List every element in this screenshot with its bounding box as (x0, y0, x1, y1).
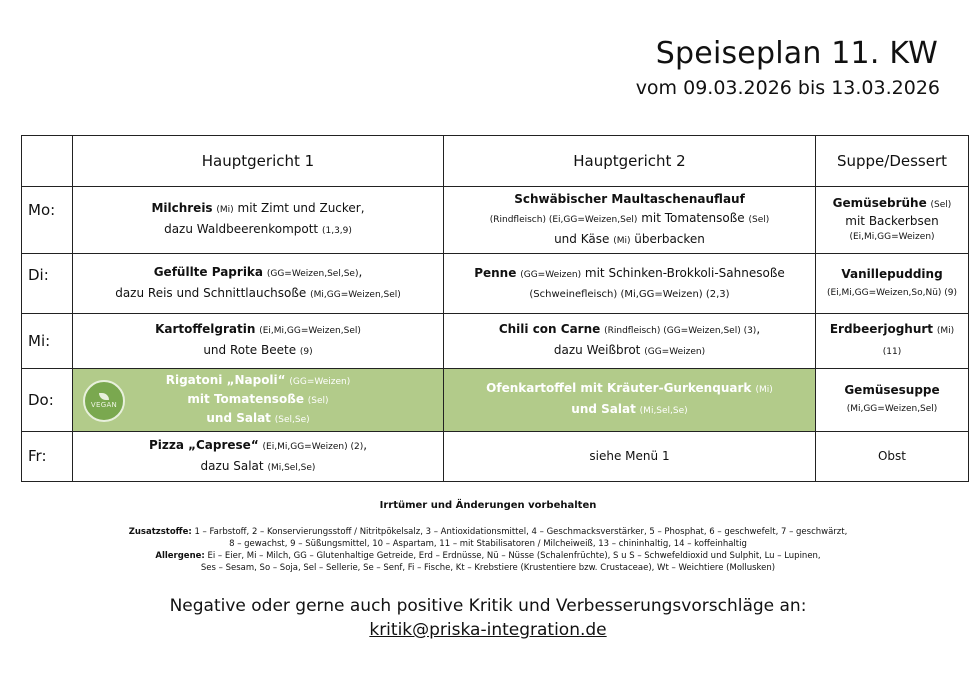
dish-line (77, 320, 439, 341)
dish-line (77, 372, 439, 391)
dish-name: Kartoffelgratin (155, 322, 256, 336)
dish-text: dazu Salat (200, 458, 264, 473)
dish-text: mit Kräuter-Gurkenquark (576, 381, 756, 395)
dish-text: mit Schinken-Brokkoli-Sahnesoße (581, 265, 785, 280)
dish-name: Erdbeerjoghurt (829, 322, 934, 336)
dish-line (77, 284, 439, 305)
main2-cell (444, 314, 816, 369)
allergen-tag: (Schweinefleisch) (Mi,GG=Weizen) (2,3) (529, 288, 730, 300)
soup-cell (816, 314, 969, 369)
allergen-tag: (Mi,Sel,Se) (267, 462, 316, 473)
allergen-tag: (Sel,Se) (274, 414, 310, 425)
allergen-tag: (GG=Weizen) (289, 376, 351, 387)
dish-text: und Rote Beete (203, 343, 297, 357)
allergen-tag: (Ei,Mi,GG=Weizen,So,Nü) (9) (826, 287, 958, 298)
soup-cell (816, 187, 969, 254)
table-row-wednesday (22, 314, 969, 369)
table-header-row (22, 136, 969, 187)
dish-line (77, 410, 439, 429)
main1-cell (73, 187, 444, 254)
table-row-tuesday (22, 254, 969, 314)
dish-text: und Salat (571, 402, 636, 416)
allergens-line (0, 550, 976, 562)
dish-name: Rigatoni „Napoli“ (165, 372, 286, 387)
dish-line (448, 400, 811, 421)
column-header-main1: Hauptgericht 1 (73, 136, 444, 187)
dish-text: überbacken (630, 231, 705, 246)
table-row-thursday (22, 369, 969, 432)
day-label: Di: (22, 254, 73, 314)
dish-line (77, 457, 439, 478)
feedback-section (0, 594, 976, 642)
soup-cell (816, 254, 969, 314)
disclaimer: Irrtümer und Änderungen vorbehalten (379, 500, 597, 511)
dish-text: mit Zimt und Zucker, (233, 201, 365, 215)
allergen-tag: (Mi,Sel,Se) (639, 406, 688, 416)
dish-text: , (358, 264, 363, 279)
dish-text: mit Tomatensoße (637, 210, 749, 225)
dish-name: Chili con Carne (498, 322, 601, 336)
day-label: Mi: (22, 314, 73, 369)
dish-text: und Käse (554, 231, 614, 246)
dish-line (448, 320, 811, 341)
dish-line (448, 264, 811, 285)
dish-text: dazu Weißbrot (553, 343, 641, 357)
dish-text: , (363, 437, 368, 452)
allergen-tag: (Mi) (755, 385, 773, 395)
dish-line (77, 391, 439, 410)
allergen-tag: (Ei,Mi,GG=Weizen) (849, 232, 935, 242)
allergen-tag: (Mi) (11) (882, 326, 955, 357)
main2-cell: siehe Menü 1 (444, 432, 816, 482)
feedback-text: Negative oder gerne auch positive Kritik und Verbesserungsvorschläge an: (169, 596, 807, 616)
column-header-day (22, 136, 73, 187)
dish-name: Penne (474, 265, 517, 280)
vegan-badge-label: VEGAN (90, 401, 118, 409)
feedback-email-link[interactable]: kritik@priska-integration.de (369, 620, 607, 640)
dish-name: Ofenkartoffel (486, 381, 577, 395)
dish-line (77, 341, 439, 362)
allergen-tag: (1,3,9) (321, 226, 352, 236)
date-range: vom 09.03.2026 bis 13.03.2026 (635, 77, 940, 99)
dish-name: Milchreis (151, 201, 213, 215)
dish-name: Schwäbischer Maultaschenauflauf (514, 191, 745, 206)
allergen-tag: (Ei,Mi,GG=Weizen) (2) (262, 441, 364, 452)
additives-text: 8 – gewachst, 9 – Süßungsmittel, 10 – Aspartam, 11 – mit Stabilisatoren / Milcheiweiß, 13 – chininhaltig, 14 – koffeinhaltig (229, 539, 747, 549)
allergen-tag: (9) (299, 347, 313, 357)
table-row-friday (22, 432, 969, 482)
allergens-text: Ei – Eier, Mi – Milch, GG – Glutenhaltige Getreide, Erd – Erdnüsse, Nü – Nüsse (Schalenfrüchte), S u S – Schwefeldioxid und Sulphit, Lu – Lupinen, (204, 551, 821, 561)
allergen-tag: (GG=Weizen) (644, 347, 706, 357)
dish-line (77, 220, 439, 241)
table-row-monday (22, 187, 969, 254)
leaf-icon (99, 393, 109, 400)
allergen-tag: (Sel) (307, 395, 329, 406)
dish-text: , (756, 322, 761, 336)
allergen-tag: (Sel) (930, 200, 952, 210)
dish-text: mit Tomatensoße (187, 391, 304, 406)
dish-line (77, 199, 439, 220)
dish-line (820, 195, 964, 213)
dish-name: Gefüllte Paprika (153, 264, 264, 279)
main2-cell (444, 369, 816, 432)
allergen-tag: (Mi) (613, 235, 631, 246)
allergen-tag: (GG=Weizen) (520, 269, 582, 280)
soup-cell (816, 369, 969, 432)
dish-text: mit Backerbsen (845, 214, 939, 228)
allergens-label: Allergene: (155, 551, 205, 561)
allergen-tag: (Mi,GG=Weizen,Sel) (310, 289, 401, 300)
day-label: Fr: (22, 432, 73, 482)
additives-line (0, 526, 976, 538)
allergens-text: Ses – Sesam, So – Soja, Sel – Sellerie, Se – Senf, Fi – Fische, Kt – Krebstiere (Krustentiere bzw. Crustaceae), Wt – Weichtiere (Mollusken) (200, 563, 776, 573)
page-title: Speiseplan 11. KW (655, 36, 938, 71)
column-header-main2: Hauptgericht 2 (444, 136, 816, 187)
dish-line (448, 379, 811, 400)
dish-line (448, 230, 811, 251)
allergen-tag: (Mi) (216, 205, 234, 215)
main1-cell (73, 369, 444, 432)
main2-cell (444, 187, 816, 254)
dish-name: Gemüsesuppe (844, 383, 940, 397)
allergen-tag: (Rindfleisch) (Ei,GG=Weizen,Sel) (489, 214, 638, 225)
allergen-tag: (GG=Weizen,Sel,Se) (266, 268, 359, 279)
column-header-soup: Suppe/Dessert (816, 136, 969, 187)
allergen-tag: (Mi,GG=Weizen,Sel) (846, 404, 938, 414)
main1-cell (73, 432, 444, 482)
allergen-tag: (Sel) (748, 214, 770, 225)
additives-label: Zusatzstoffe: (128, 527, 192, 537)
legend (0, 526, 976, 574)
vegan-badge-icon (83, 380, 125, 422)
additives-text: 1 – Farbstoff, 2 – Konservierungsstoff / Nitritpökelsalz, 3 – Antioxidationsmittel, 4 – Geschmacksverstärker, 5 – Phosphat, 6 – geschwefelt, 7 – geschwärzt, (191, 527, 848, 537)
dish-name: Gemüsebrühe (832, 196, 927, 210)
dish-line (77, 263, 439, 284)
dish-text: und Salat (206, 410, 271, 425)
allergen-tag: (Ei,Mi,GG=Weizen,Sel) (259, 326, 361, 336)
dish-text: dazu Waldbeerenkompott (164, 222, 319, 236)
dish-text: dazu Reis und Schnittlauchsoße (115, 285, 307, 300)
dish-name: Pizza „Caprese“ (148, 437, 259, 452)
day-label: Mo: (22, 187, 73, 254)
menu-table (21, 135, 969, 482)
soup-cell: Obst (816, 432, 969, 482)
day-label: Do: (22, 369, 73, 432)
dish-line (448, 209, 811, 230)
dish-line (77, 436, 439, 457)
main1-cell (73, 254, 444, 314)
main1-cell (73, 314, 444, 369)
dish-line (448, 341, 811, 362)
main2-cell (444, 254, 816, 314)
allergen-tag: (Rindfleisch) (GG=Weizen,Sel) (3) (604, 326, 757, 336)
dish-name: Vanillepudding (841, 266, 943, 281)
